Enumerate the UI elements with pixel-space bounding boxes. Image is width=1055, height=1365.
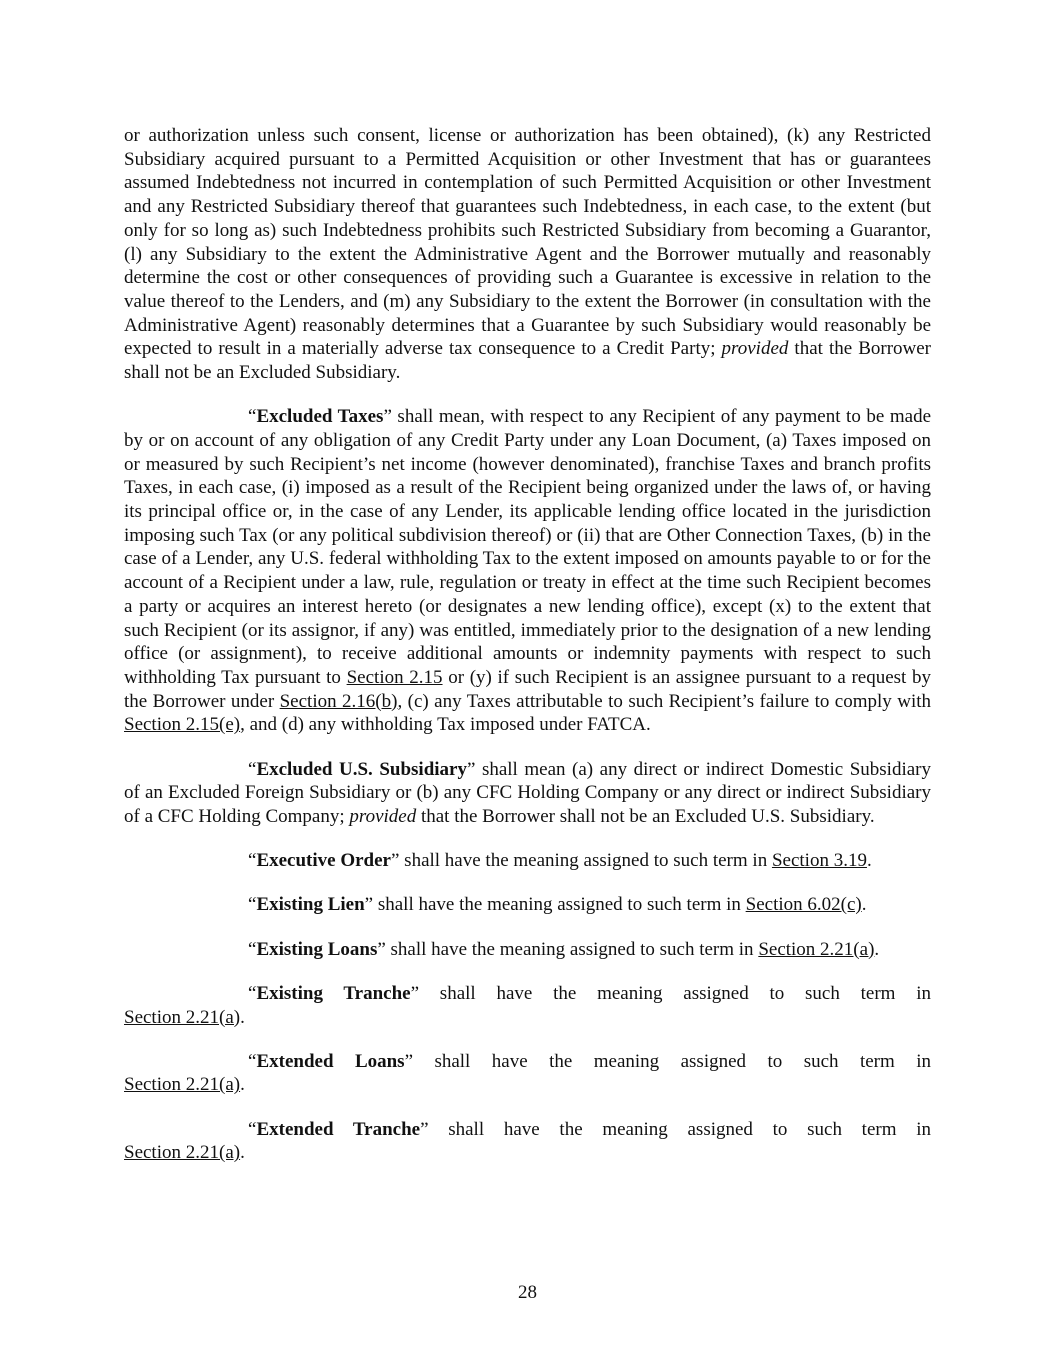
close-quote: ” xyxy=(466,758,476,780)
open-quote: “ xyxy=(248,894,257,916)
definition-existing-loans xyxy=(124,938,931,962)
paragraph-excluded-subsidiary-continuation xyxy=(124,124,931,385)
defined-term: Excluded Taxes xyxy=(256,406,384,428)
section-reference: Section 2.15 xyxy=(346,666,443,688)
defined-term: Extended Tranche xyxy=(256,1118,421,1140)
period: . xyxy=(240,1142,245,1164)
period: . xyxy=(861,894,867,916)
definition-text: shall mean (a) any direct or indirect Domestic Subsidiary of an Excluded Foreign Subsidiary or (b) any CFC Holding Company or any direct or indirect Subsidiary of a CFC Holding Company; xyxy=(124,758,931,827)
open-quote: “ xyxy=(248,758,257,780)
definition-text: shall have the meaning assigned to such term in xyxy=(419,982,932,1004)
italic-proviso: provided xyxy=(349,805,417,827)
section-reference: Section 6.02(c) xyxy=(745,894,862,916)
section-reference: Section 2.21(a) xyxy=(758,938,875,960)
period: . xyxy=(240,1006,245,1028)
period: . xyxy=(874,938,880,960)
close-quote: ” xyxy=(404,1050,414,1072)
definition-second-line xyxy=(124,1141,931,1165)
page-number: 28 xyxy=(518,1282,537,1303)
definition-excluded-taxes xyxy=(124,405,931,737)
defined-term: Existing Lien xyxy=(256,894,365,916)
section-reference: Section 2.21(a) xyxy=(124,1142,241,1164)
document-page xyxy=(124,124,931,1186)
period: . xyxy=(866,850,872,872)
definition-excluded-us-subsidiary xyxy=(124,758,931,829)
defined-term: Executive Order xyxy=(256,850,391,872)
definition-text: or (y) if such Recipient is an assignee pursuant to a request by the Borrower under xyxy=(124,666,931,712)
definition-second-line xyxy=(124,1006,931,1030)
italic-proviso: provided xyxy=(721,338,789,360)
definition-text: shall have the meaning assigned to such term in xyxy=(385,938,759,960)
open-quote: “ xyxy=(248,1050,257,1072)
definition-text: shall have the meaning assigned to such term in xyxy=(373,894,746,916)
paragraph-text: that the Borrower shall not be an Excluded Subsidiary. xyxy=(124,338,931,384)
close-quote: ” xyxy=(383,406,392,428)
close-quote: ” xyxy=(410,982,420,1004)
open-quote: “ xyxy=(248,938,257,960)
definition-text: that the Borrower shall not be an Excluded U.S. Subsidiary. xyxy=(416,805,875,827)
definition-existing-lien xyxy=(124,893,931,917)
section-reference: Section 2.21(a) xyxy=(124,1006,241,1028)
definition-text: shall mean, with respect to any Recipient of any payment to be made by or on account of any obligation of any Credit Party under any Loan Document, (a) Taxes imposed on or measured by such Recipient’s net income (however denominated), franchise Taxes and branch profits Taxes, in each case, (i) imposed as a result of the Recipient being organized under the laws of, or having its principal office or, in the case of any Lender, its applicable lending office located in the jurisdiction imposing such Tax (or any political subdivision thereof) or (ii) that are Other Connection Taxes, (b) in the case of a Lender, any U.S. federal withholding Tax to the extent imposed on amounts payable to or for the account of a Recipient under a law, rule, regulation or treaty in effect at the time such Recipient becomes a party or acquires an interest hereto (or designates a new lending office), except (x) to the extent that such Recipient (or its assignor, if any) was entitled, immediately prior to the designation of a new lending office (or assignment), to receive additional amounts or indemnity payments with respect to such withholding Tax pursuant to xyxy=(124,406,932,688)
section-reference: Section 3.19 xyxy=(771,850,867,872)
definition-existing-tranche xyxy=(124,982,931,1029)
definition-text: shall have the meaning assigned to such term in xyxy=(413,1050,931,1072)
defined-term: Existing Tranche xyxy=(256,982,411,1004)
open-quote: “ xyxy=(248,982,257,1004)
definition-executive-order xyxy=(124,849,931,873)
close-quote: ” xyxy=(364,894,374,916)
close-quote: ” xyxy=(377,938,386,960)
definition-text: shall have the meaning assigned to such term in xyxy=(399,850,772,872)
open-quote: “ xyxy=(248,1118,257,1140)
section-reference: Section 2.15(e) xyxy=(124,714,241,736)
definition-first-line xyxy=(124,1118,931,1142)
period: . xyxy=(240,1074,245,1096)
paragraph-text: or authorization unless such consent, license or authorization has been obtained), (k) any Restricted Subsidiary acquired pursuant to a Permitted Acquisition or other Investment that has or guarantees assumed Indebtedness not incurred in contemplation of such Permitted Acquisition or other Investment and any Restricted Subsidiary thereof that guarantees such Indebtedness, in each case, to the extent (but only for so long as) such Indebtedness prohibits such Restricted Subsidiary from becoming a Guarantor, (l) any Subsidiary to the extent the Administrative Agent and the Borrower mutually and reasonably determine the cost or other consequences of providing such a Guarantee is excessive in relation to the value thereof to the Lenders, and (m) any Subsidiary to the extent the Borrower (in consultation with the Administrative Agent) reasonably determines that a Guarantee by such Subsidiary would reasonably be expected to result in a materially adverse tax consequence to a Credit Party; xyxy=(124,125,931,360)
section-reference: Section 2.21(a) xyxy=(124,1074,241,1096)
close-quote: ” xyxy=(390,850,400,872)
defined-term: Existing Loans xyxy=(256,938,378,960)
defined-term: Excluded U.S. Subsidiary xyxy=(256,758,467,780)
definition-extended-loans xyxy=(124,1050,931,1097)
definition-text: , (c) any Taxes attributable to such Recipient’s failure to comply with xyxy=(397,690,932,712)
definition-text: shall have the meaning assigned to such term in xyxy=(428,1118,931,1140)
open-quote: “ xyxy=(248,406,257,428)
definition-text: , and (d) any withholding Tax imposed under FATCA. xyxy=(240,714,651,736)
definition-extended-tranche xyxy=(124,1118,931,1165)
defined-term: Extended Loans xyxy=(256,1050,405,1072)
definition-first-line xyxy=(124,982,931,1006)
definition-second-line xyxy=(124,1073,931,1097)
section-reference: Section 2.16(b) xyxy=(279,690,398,712)
definition-first-line xyxy=(124,1050,931,1074)
close-quote: ” xyxy=(420,1118,429,1140)
open-quote: “ xyxy=(248,850,257,872)
